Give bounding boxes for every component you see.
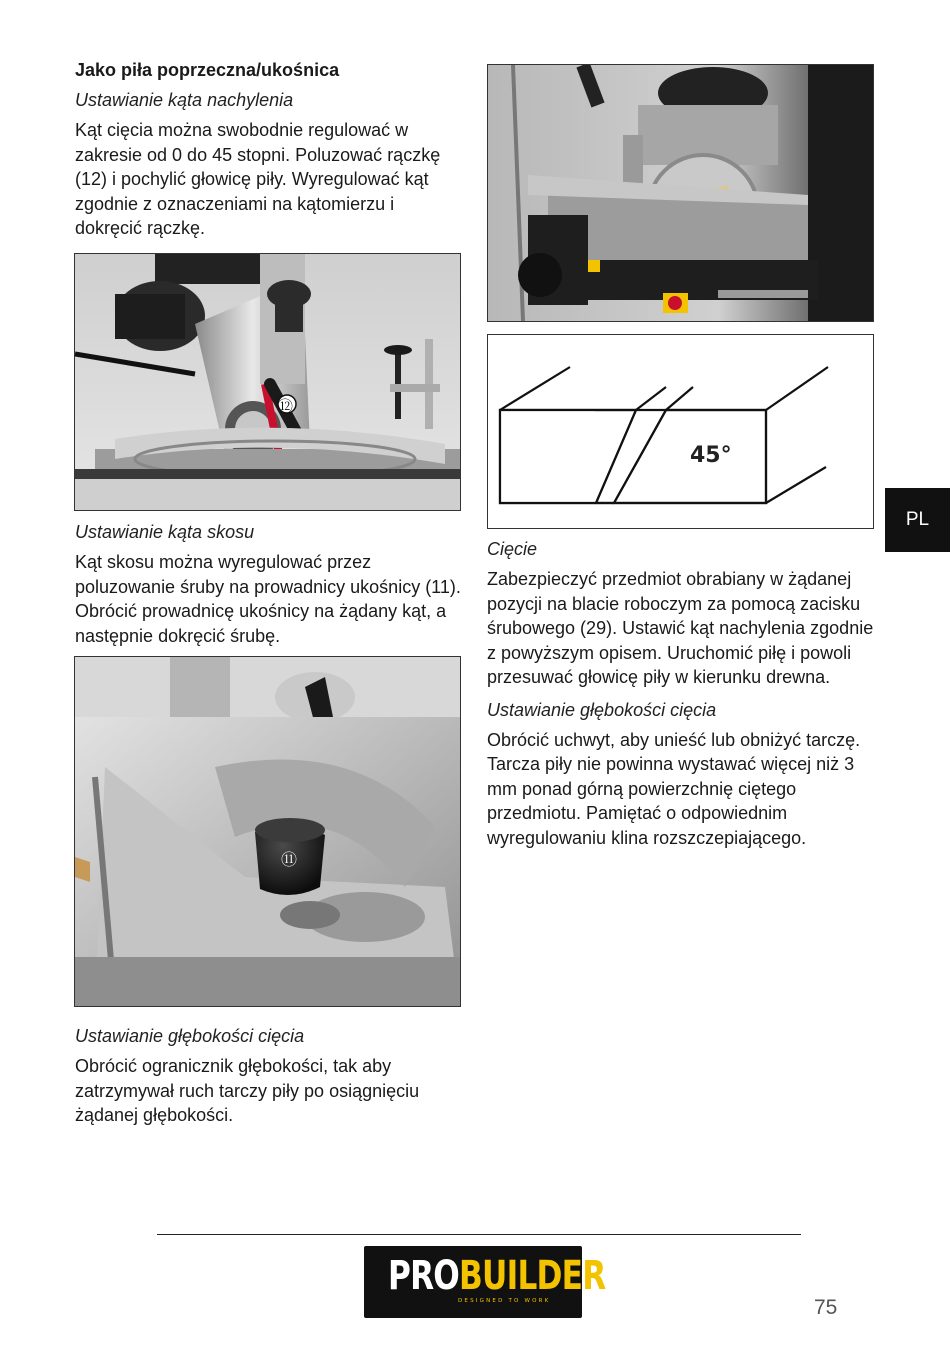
cutting-subheading: Cięcie xyxy=(487,539,538,559)
probuilder-logo xyxy=(364,1246,606,1318)
marker-12: ⑫ xyxy=(277,399,294,416)
saw-cutting-photo xyxy=(487,64,874,322)
left-depth-text: Obrócić ogranicznik głębokości, tak aby zatrzymywał ruch tarczy piły po osiągnięciu żądanej głębokości. xyxy=(75,1056,420,1125)
miter-section xyxy=(75,520,467,648)
logo-wordmark xyxy=(387,1252,606,1300)
bevel-subheading: Ustawianie kąta nachylenia xyxy=(75,90,294,110)
section-heading: Jako piła poprzeczna/ukośnica xyxy=(75,60,340,80)
marker-11: ⑪ xyxy=(281,852,298,869)
miter-subheading: Ustawianie kąta skosu xyxy=(75,522,255,542)
page-number: 75 xyxy=(814,1296,838,1319)
right-depth-subheading: Ustawianie głębokości cięcia xyxy=(487,699,717,720)
footer-divider xyxy=(157,1234,801,1235)
left-depth-section xyxy=(75,1024,467,1128)
bevel-text: Kąt cięcia można swobodnie regulować w zakresie od 0 do 45 stopni. Poluzować rączkę (12) i pochylić głowicę piły. Wyregulować kąt zgodnie z oznaczeniami na kątomierzu i dokręcić rączkę. xyxy=(75,120,441,238)
miter-knob-photo xyxy=(74,656,461,1007)
language-tab: PL xyxy=(885,488,950,552)
cutting-section xyxy=(487,537,879,850)
miter-text: Kąt skosu można wyregulować przez poluzowanie śruby na prowadnicy ukośnicy (11). Obrócić prowadnicę ukośnicy na żądany kąt, a następnie dokręcić śrubę. xyxy=(75,552,461,646)
logo-tagline: DESIGNED TO WORK xyxy=(458,1298,551,1304)
right-depth-text: Obrócić uchwyt, aby unieść lub obniżyć tarczę. Tarcza piły nie powinna wystawać więcej niż 3 mm ponad górną powierzchnię ciętego przedmiotu. Pamiętać o odpowiednim wyregulowaniu klina rozszczepiającego. xyxy=(487,729,861,848)
bevel-45-diagram xyxy=(487,334,874,529)
diagram-angle-label: 45° xyxy=(690,443,732,468)
cutting-text: Zabezpieczyć przedmiot obrabiany w żądanej pozycji na blacie roboczym za pomocą zacisku śrubowego (29). Ustawić kąt nachylenia zgodnie z powyższym opisem. Uruchomić piłę i powoli przesuwać głowicę piły w kierunku drewna. xyxy=(487,569,874,687)
left-depth-subheading: Ustawianie głębokości cięcia xyxy=(75,1026,305,1046)
left-column xyxy=(75,58,465,241)
logo-pro: PRO xyxy=(387,1253,460,1299)
logo-builder: BUILDER xyxy=(459,1253,606,1299)
bevel-handle-photo xyxy=(74,253,461,511)
